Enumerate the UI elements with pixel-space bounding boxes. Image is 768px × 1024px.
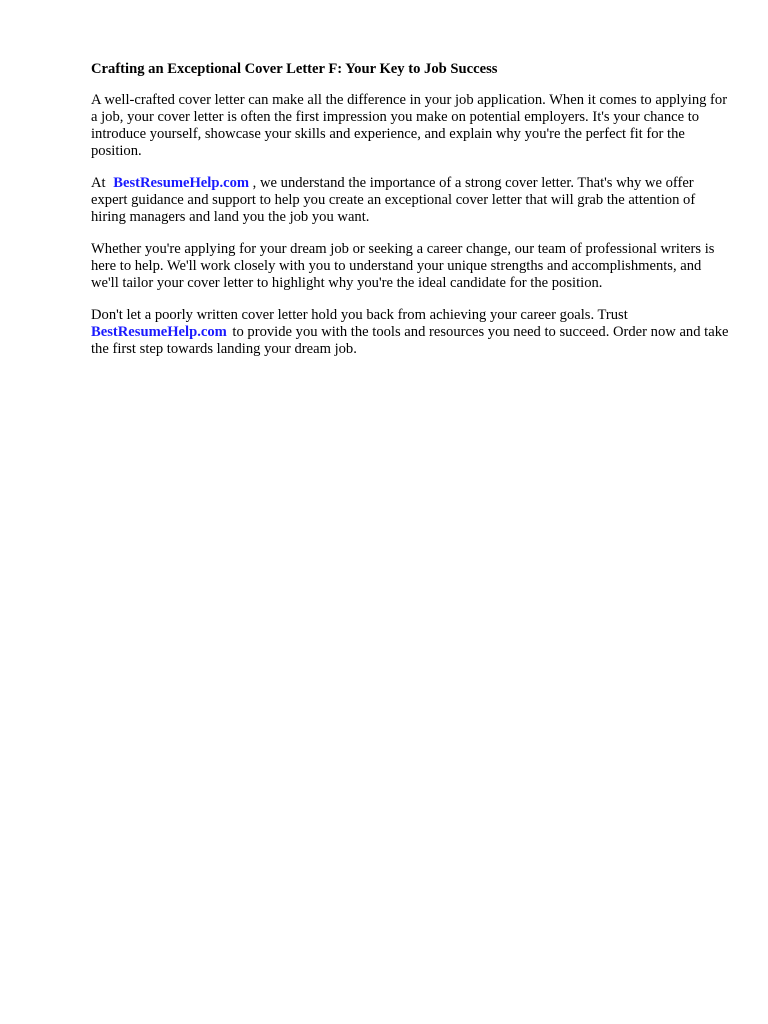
paragraph-team: Whether you're applying for your dream job or seeking a career change, our team of professional writers is here to help. We'll work closely with you to understand your unique strengths and accomplishments, and we'll tailor your cover letter to highlight why you're the ideal candidate for the position. xyxy=(91,241,715,291)
paragraph-call-to-action xyxy=(91,307,731,358)
bestresumehelp-link[interactable]: BestResumeHelp.com xyxy=(113,175,250,191)
document-page xyxy=(91,60,731,373)
paragraph-about xyxy=(91,175,731,226)
paragraph-about-body: , we understand the importance of a strong cover letter. That's why we offer expert guidance and support to help you create an exceptional cover letter that will grab the attention of hiring managers and land you the job you want. xyxy=(91,175,696,225)
paragraph-about-lead: At xyxy=(91,175,110,191)
paragraph-intro: A well-crafted cover letter can make all the difference in your job application. When it comes to applying for a job, your cover letter is often the first impression you make on potential employers. It's your chance to introduce yourself, showcase your skills and experience, and explain why you're the perfect fit for the position. xyxy=(91,92,728,159)
paragraph-cta-body: to provide you with the tools and resources you need to succeed. Order now and take the first step towards landing your dream job. xyxy=(91,324,729,357)
paragraph-cta-lead: Don't let a poorly written cover letter hold you back from achieving your career goals. Trust xyxy=(91,307,628,323)
bestresumehelp-link-2[interactable]: BestResumeHelp.com xyxy=(91,324,227,340)
document-title: Crafting an Exceptional Cover Letter F: Your Key to Job Success xyxy=(91,61,498,77)
